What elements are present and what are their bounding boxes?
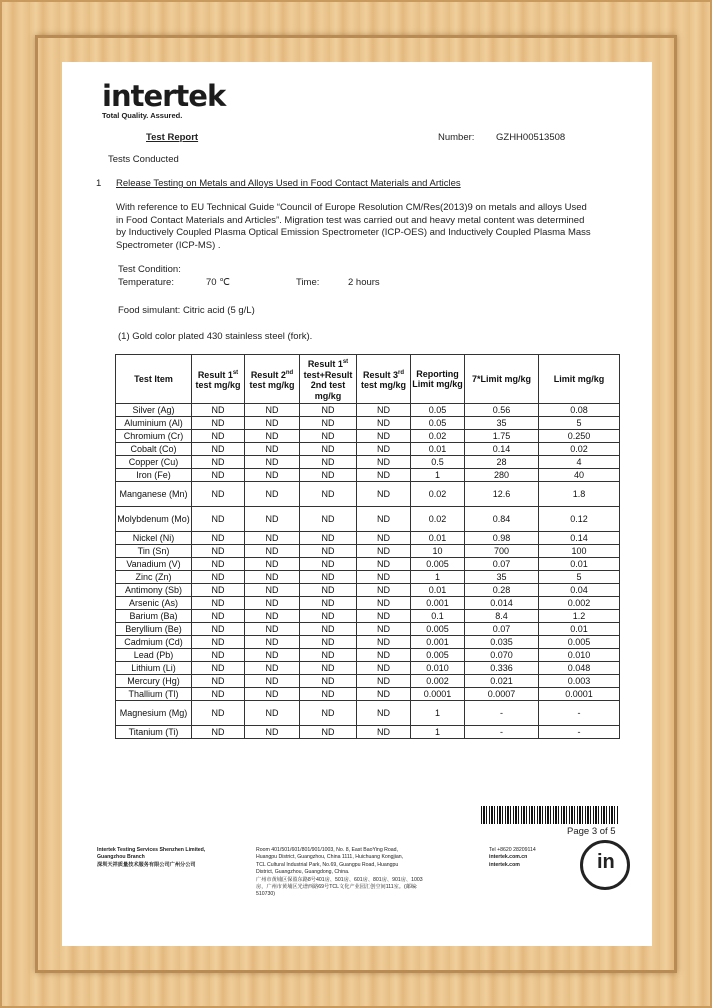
value-cell: 0.12 — [539, 507, 620, 532]
value-cell: 1 — [411, 701, 465, 726]
value-cell: ND — [245, 404, 300, 417]
value-cell: 0.08 — [539, 404, 620, 417]
value-cell: ND — [245, 636, 300, 649]
value-cell: ND — [192, 417, 245, 430]
value-cell: ND — [357, 623, 411, 636]
test-item-cell: Tin (Sn) — [116, 545, 192, 558]
value-cell: 0.002 — [411, 675, 465, 688]
value-cell: ND — [300, 662, 357, 675]
table-row — [116, 456, 620, 469]
test-item-cell: Antimony (Sb) — [116, 584, 192, 597]
value-cell: 0.04 — [539, 584, 620, 597]
value-cell: ND — [357, 482, 411, 507]
intertek-logo — [102, 80, 225, 120]
value-cell: 1.2 — [539, 610, 620, 623]
value-cell: ND — [300, 430, 357, 443]
value-cell: ND — [245, 701, 300, 726]
col-header-result-sum: Result 1st test+Result 2nd test mg/kg — [300, 355, 357, 404]
test-item-cell: Beryllium (Be) — [116, 623, 192, 636]
table-row — [116, 404, 620, 417]
test-item-cell: Cobalt (Co) — [116, 443, 192, 456]
test-condition-heading: Test Condition: — [118, 264, 181, 275]
value-cell: ND — [192, 726, 245, 739]
value-cell: ND — [300, 443, 357, 456]
test-item-cell: Barium (Ba) — [116, 610, 192, 623]
value-cell: ND — [300, 688, 357, 701]
value-cell: 0.07 — [465, 558, 539, 571]
footer-contact — [489, 847, 569, 869]
value-cell: ND — [357, 688, 411, 701]
value-cell: 0.010 — [411, 662, 465, 675]
value-cell: ND — [192, 610, 245, 623]
value-cell: 0.14 — [465, 443, 539, 456]
value-cell: ND — [192, 597, 245, 610]
table-row — [116, 662, 620, 675]
value-cell: 0.02 — [411, 507, 465, 532]
results-table — [115, 354, 620, 739]
value-cell: ND — [192, 558, 245, 571]
company-line: 深圳天祥质量技术服务有限公司广州分公司 — [97, 861, 196, 868]
report-number: GZHH00513508 — [496, 132, 566, 143]
value-cell: ND — [192, 404, 245, 417]
value-cell: 100 — [539, 545, 620, 558]
col-header-reporting-limit: Reporting Limit mg/kg — [411, 355, 465, 404]
address-line: TCL Cultural Industrial Park, No.69, Guangpu Road, Huangpu — [256, 861, 399, 868]
value-cell: 5 — [539, 571, 620, 584]
value-cell: ND — [357, 558, 411, 571]
value-cell: 0.02 — [539, 443, 620, 456]
test-item-cell: Magnesium (Mg) — [116, 701, 192, 726]
table-row — [116, 623, 620, 636]
value-cell: - — [539, 701, 620, 726]
value-cell: 0.0007 — [465, 688, 539, 701]
value-cell: 0.98 — [465, 532, 539, 545]
value-cell: 0.5 — [411, 456, 465, 469]
number-label: Number: — [438, 132, 475, 143]
value-cell: 0.0001 — [539, 688, 620, 701]
value-cell: 0.005 — [411, 649, 465, 662]
test-item-cell: Arsenic (As) — [116, 597, 192, 610]
test-item-cell: Thallium (Tl) — [116, 688, 192, 701]
value-cell: ND — [245, 545, 300, 558]
temperature-value: 70 ℃ — [206, 277, 230, 288]
value-cell: ND — [245, 649, 300, 662]
test-item-cell: Lithium (Li) — [116, 662, 192, 675]
paragraph-line: With reference to EU Technical Guide “Council of Europe Resolution CM/Res(2013)9 on metals and alloys Used — [116, 202, 587, 213]
intertek-seal-icon — [580, 840, 630, 890]
value-cell: - — [465, 726, 539, 739]
value-cell: ND — [192, 482, 245, 507]
value-cell: ND — [192, 571, 245, 584]
value-cell: ND — [245, 482, 300, 507]
value-cell: ND — [192, 430, 245, 443]
value-cell: 0.0001 — [411, 688, 465, 701]
paragraph-line: by Inductively Coupled Plasma Optical Emission Spectrometer (ICP-OES) and Inductively Coupled Plasma Mass — [116, 227, 591, 239]
value-cell: 0.07 — [465, 623, 539, 636]
address-line: Room 401/501/601/801/901/1003, No. 8, East BaoYing Road, — [256, 847, 398, 853]
table-row — [116, 482, 620, 507]
contact-line: Tel +8620 28209114 — [489, 847, 536, 853]
certificate-page — [62, 62, 652, 946]
value-cell: ND — [357, 584, 411, 597]
table-row — [116, 417, 620, 430]
value-cell: ND — [300, 584, 357, 597]
value-cell: 1 — [411, 726, 465, 739]
value-cell: 0.56 — [465, 404, 539, 417]
value-cell: ND — [192, 545, 245, 558]
value-cell: ND — [357, 701, 411, 726]
value-cell: 28 — [465, 456, 539, 469]
table-row — [116, 675, 620, 688]
value-cell: ND — [245, 507, 300, 532]
col-header-result-1: Result 1st test mg/kg — [192, 355, 245, 404]
test-item-cell: Chromium (Cr) — [116, 430, 192, 443]
sample-description: (1) Gold color plated 430 stainless steel (fork). — [118, 331, 313, 342]
seal-letters: in — [597, 851, 615, 873]
table-row — [116, 507, 620, 532]
value-cell: ND — [192, 662, 245, 675]
value-cell: 0.01 — [539, 623, 620, 636]
section-title: Release Testing on Metals and Alloys Used in Food Contact Materials and Articles — [116, 178, 461, 189]
value-cell: ND — [300, 417, 357, 430]
tests-conducted-label: Tests Conducted — [108, 154, 179, 165]
value-cell: 280 — [465, 469, 539, 482]
value-cell: 0.005 — [539, 636, 620, 649]
col-header-result-2: Result 2nd test mg/kg — [245, 355, 300, 404]
value-cell: 1 — [411, 571, 465, 584]
value-cell: 700 — [465, 545, 539, 558]
col-header-test-item: Test Item — [116, 355, 192, 404]
value-cell: 0.070 — [465, 649, 539, 662]
value-cell: 4 — [539, 456, 620, 469]
value-cell: ND — [300, 545, 357, 558]
footer-company — [97, 847, 257, 869]
value-cell: ND — [357, 649, 411, 662]
value-cell: ND — [192, 584, 245, 597]
test-item-cell: Vanadium (V) — [116, 558, 192, 571]
page-number: Page 3 of 5 — [567, 826, 616, 837]
test-item-cell: Aluminium (Al) — [116, 417, 192, 430]
value-cell: ND — [245, 456, 300, 469]
report-title: Test Report — [146, 132, 199, 143]
col-header-result-3: Result 3rd test mg/kg — [357, 355, 411, 404]
value-cell: 0.01 — [411, 532, 465, 545]
company-line: Intertek Testing Services Shenzhen Limited, — [97, 847, 206, 853]
table-row — [116, 469, 620, 482]
table-row — [116, 545, 620, 558]
value-cell: ND — [357, 545, 411, 558]
value-cell: 0.010 — [539, 649, 620, 662]
value-cell: ND — [300, 507, 357, 532]
value-cell: ND — [245, 726, 300, 739]
test-item-cell: Titanium (Ti) — [116, 726, 192, 739]
value-cell: 0.02 — [411, 482, 465, 507]
address-line: District, Guangzhou, Guangdong, China. — [256, 869, 350, 876]
table-row — [116, 443, 620, 456]
value-cell: ND — [245, 558, 300, 571]
value-cell: 0.035 — [465, 636, 539, 649]
value-cell: ND — [245, 584, 300, 597]
value-cell: 0.002 — [539, 597, 620, 610]
value-cell: 0.250 — [539, 430, 620, 443]
method-paragraph — [116, 202, 621, 252]
company-line: Guangzhou Branch — [97, 854, 145, 861]
value-cell: ND — [300, 571, 357, 584]
value-cell: 0.003 — [539, 675, 620, 688]
logo-tagline: Total Quality. Assured. — [102, 111, 183, 120]
value-cell: 35 — [465, 417, 539, 430]
value-cell: ND — [300, 623, 357, 636]
footer-address — [256, 847, 478, 899]
value-cell: 1 — [411, 469, 465, 482]
value-cell: 12.6 — [465, 482, 539, 507]
barcode — [481, 806, 619, 824]
time-value: 2 hours — [348, 277, 380, 288]
value-cell: ND — [357, 443, 411, 456]
value-cell: ND — [192, 456, 245, 469]
value-cell: ND — [192, 636, 245, 649]
contact-line: intertek.com — [489, 861, 520, 868]
value-cell: 0.1 — [411, 610, 465, 623]
value-cell: ND — [192, 469, 245, 482]
table-body — [116, 404, 620, 739]
value-cell: ND — [245, 675, 300, 688]
table-row — [116, 636, 620, 649]
value-cell: ND — [245, 443, 300, 456]
test-item-cell: Copper (Cu) — [116, 456, 192, 469]
value-cell: ND — [300, 558, 357, 571]
col-header-7-limit: 7*Limit mg/kg — [465, 355, 539, 404]
paragraph-line: in Food Contact Materials and Articles”. Migration test was carried out and heavy metal content was determined — [116, 214, 585, 226]
value-cell: ND — [192, 623, 245, 636]
value-cell: 0.048 — [539, 662, 620, 675]
value-cell: 0.014 — [465, 597, 539, 610]
table-row — [116, 701, 620, 726]
value-cell: ND — [300, 597, 357, 610]
value-cell: 0.005 — [411, 623, 465, 636]
value-cell: ND — [357, 726, 411, 739]
value-cell: 1.75 — [465, 430, 539, 443]
value-cell: ND — [300, 726, 357, 739]
value-cell: - — [465, 701, 539, 726]
value-cell: 0.01 — [539, 558, 620, 571]
value-cell: ND — [300, 649, 357, 662]
table-row — [116, 688, 620, 701]
test-item-cell: Cadmium (Cd) — [116, 636, 192, 649]
value-cell: ND — [245, 469, 300, 482]
table-row — [116, 584, 620, 597]
table-row — [116, 430, 620, 443]
table-row — [116, 558, 620, 571]
value-cell: 0.005 — [411, 558, 465, 571]
table-row — [116, 726, 620, 739]
temperature-label: Temperature: — [118, 277, 174, 288]
value-cell: ND — [357, 597, 411, 610]
value-cell: 8.4 — [465, 610, 539, 623]
address-line: 广州市黄埔区保盈东路8号401房、501房、601房、801房、901房、1003 — [256, 876, 423, 883]
value-cell: ND — [357, 417, 411, 430]
value-cell: 0.01 — [411, 443, 465, 456]
value-cell: ND — [357, 675, 411, 688]
value-cell: ND — [357, 430, 411, 443]
value-cell: ND — [357, 636, 411, 649]
value-cell: ND — [357, 571, 411, 584]
table-row — [116, 571, 620, 584]
test-item-cell: Zinc (Zn) — [116, 571, 192, 584]
value-cell: 0.05 — [411, 404, 465, 417]
value-cell: ND — [245, 610, 300, 623]
value-cell: ND — [357, 507, 411, 532]
value-cell: 0.336 — [465, 662, 539, 675]
value-cell: 10 — [411, 545, 465, 558]
value-cell: ND — [300, 404, 357, 417]
value-cell: 5 — [539, 417, 620, 430]
value-cell: ND — [245, 417, 300, 430]
value-cell: ND — [192, 701, 245, 726]
logo-wordmark: intertek — [102, 79, 226, 113]
food-simulant: Food simulant: Citric acid (5 g/L) — [118, 305, 255, 316]
table-row — [116, 532, 620, 545]
contact-line: intertek.com.cn — [489, 854, 528, 861]
value-cell: ND — [245, 430, 300, 443]
test-item-cell: Manganese (Mn) — [116, 482, 192, 507]
value-cell: ND — [192, 532, 245, 545]
value-cell: 0.01 — [411, 584, 465, 597]
test-item-cell: Nickel (Ni) — [116, 532, 192, 545]
paragraph-line: Spectrometer (ICP-MS) . — [116, 239, 221, 251]
value-cell: ND — [245, 688, 300, 701]
test-item-cell: Iron (Fe) — [116, 469, 192, 482]
value-cell: 40 — [539, 469, 620, 482]
value-cell: ND — [245, 623, 300, 636]
value-cell: ND — [357, 532, 411, 545]
value-cell: ND — [245, 532, 300, 545]
value-cell: 0.02 — [411, 430, 465, 443]
value-cell: ND — [357, 469, 411, 482]
value-cell: ND — [357, 662, 411, 675]
time-label: Time: — [296, 277, 320, 288]
test-item-cell: Mercury (Hg) — [116, 675, 192, 688]
address-line: 510730) — [256, 891, 276, 898]
value-cell: 0.001 — [411, 597, 465, 610]
value-cell: ND — [300, 532, 357, 545]
value-cell: ND — [192, 443, 245, 456]
table-row — [116, 610, 620, 623]
value-cell: 0.28 — [465, 584, 539, 597]
value-cell: ND — [357, 456, 411, 469]
value-cell: 0.05 — [411, 417, 465, 430]
table-row — [116, 597, 620, 610]
table-header-row — [116, 355, 620, 404]
value-cell: 1.8 — [539, 482, 620, 507]
address-line: 房，广州市黄埔区光谱西路69号TCL文化产业园汇创空间111室。(邮编: — [256, 884, 418, 891]
test-item-cell: Silver (Ag) — [116, 404, 192, 417]
value-cell: 0.14 — [539, 532, 620, 545]
address-line: Huangpu District, Guangzhou, China 1111, Huichuang Kongjian, — [256, 854, 404, 861]
value-cell: 0.021 — [465, 675, 539, 688]
value-cell: ND — [300, 482, 357, 507]
value-cell: 0.001 — [411, 636, 465, 649]
value-cell: ND — [192, 507, 245, 532]
value-cell: ND — [300, 675, 357, 688]
value-cell: ND — [192, 688, 245, 701]
value-cell: ND — [245, 597, 300, 610]
section-number: 1 — [96, 178, 102, 189]
value-cell: ND — [357, 404, 411, 417]
value-cell: ND — [300, 469, 357, 482]
value-cell: ND — [300, 456, 357, 469]
value-cell: 35 — [465, 571, 539, 584]
col-header-limit: Limit mg/kg — [539, 355, 620, 404]
value-cell: ND — [245, 662, 300, 675]
value-cell: ND — [245, 571, 300, 584]
test-item-cell: Molybdenum (Mo) — [116, 507, 192, 532]
value-cell: ND — [192, 649, 245, 662]
value-cell: - — [539, 726, 620, 739]
value-cell: ND — [192, 675, 245, 688]
table-row — [116, 649, 620, 662]
test-item-cell: Lead (Pb) — [116, 649, 192, 662]
value-cell: ND — [300, 610, 357, 623]
value-cell: ND — [357, 610, 411, 623]
value-cell: ND — [300, 701, 357, 726]
value-cell: 0.84 — [465, 507, 539, 532]
value-cell: ND — [300, 636, 357, 649]
